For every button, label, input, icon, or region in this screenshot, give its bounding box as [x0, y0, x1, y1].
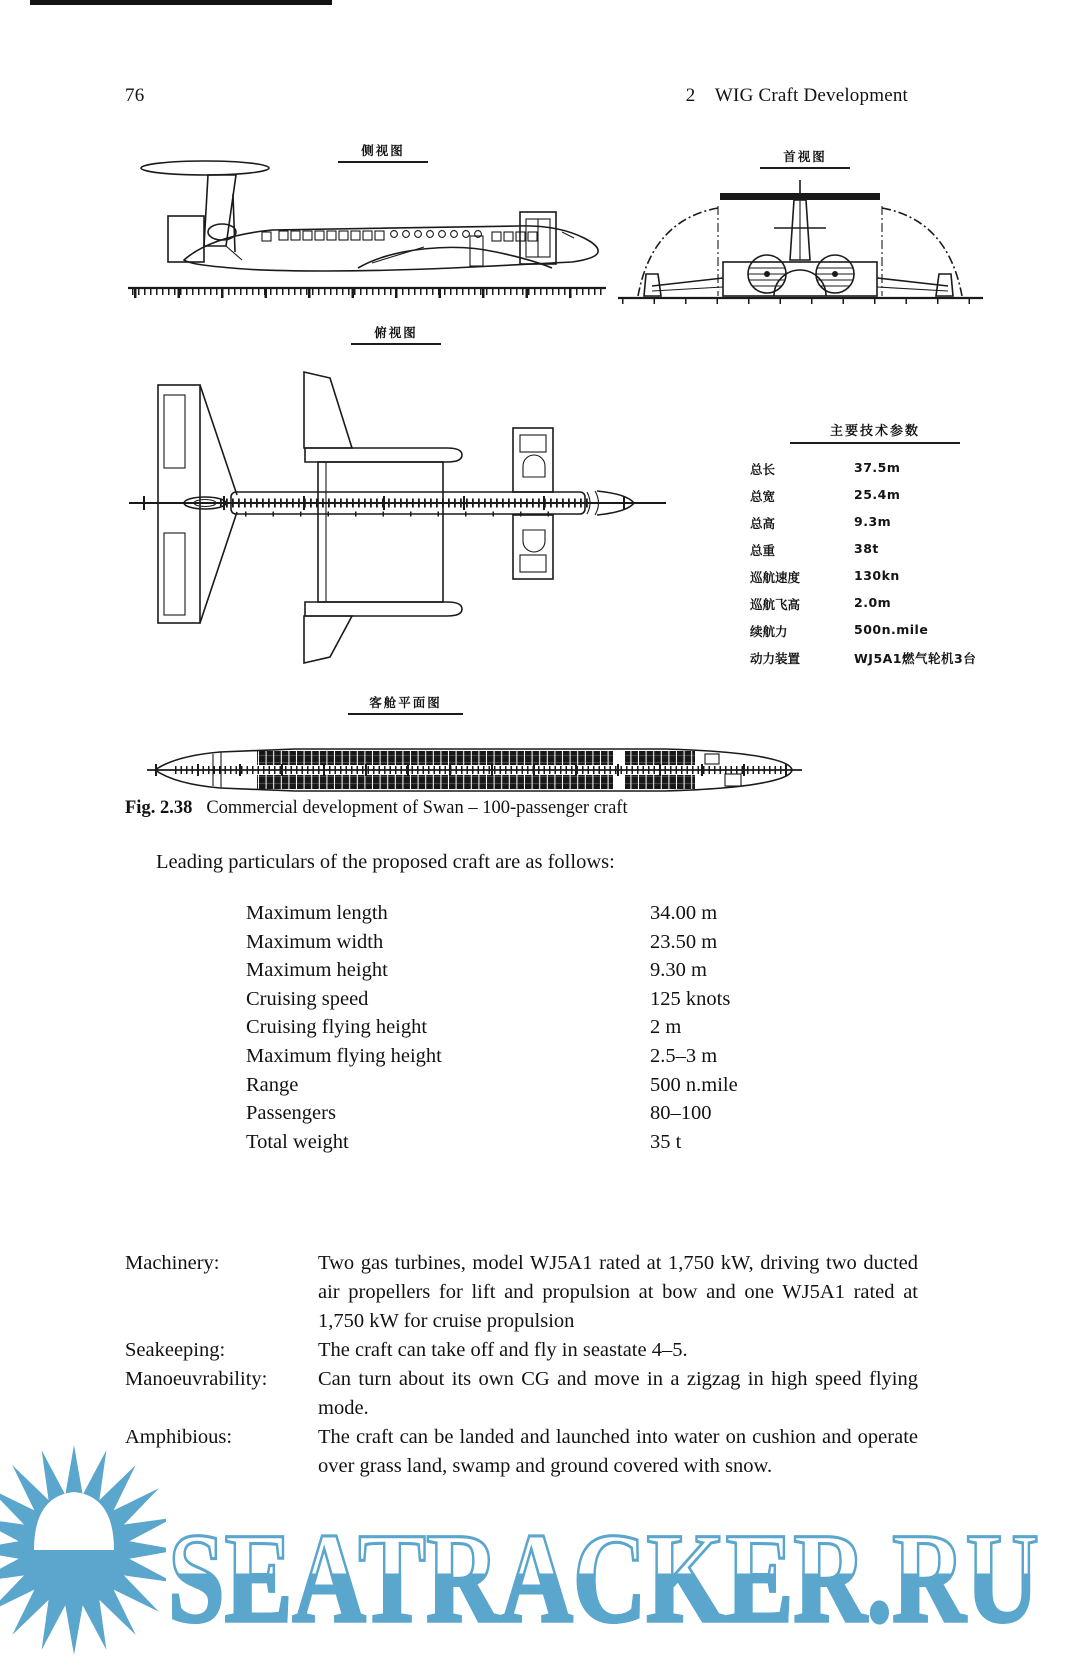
spec-table: [750, 420, 1000, 676]
attribute-label: Manoeuvrability:: [125, 1368, 268, 1390]
spec-row: 总高 9.3m: [750, 514, 892, 531]
particular-row: Range 500 n.mile: [246, 1073, 738, 1096]
particular-row: Cruising flying height 2 m: [246, 1016, 682, 1039]
attribute-amphibious: [125, 1423, 925, 1481]
attribute-seakeeping: [125, 1336, 925, 1365]
spec-row: 总长 37.5m: [750, 460, 901, 477]
attribute-label: Seakeeping:: [125, 1339, 226, 1361]
cabin-plan-drawing: [145, 742, 805, 800]
spec-row: 巡航速度 130kn: [750, 568, 900, 585]
particular-row: Cruising speed 125 knots: [246, 987, 731, 1010]
particular-row: Maximum width 23.50 m: [246, 930, 718, 953]
front-view-label: 首视图: [760, 147, 850, 169]
particulars-list: [246, 902, 866, 1159]
figure-caption-text: Commercial development of Swan – 100-passenger craft: [206, 798, 628, 818]
spec-row: 续航力 500n.mile: [750, 622, 929, 639]
attribute-manoeuvrability: [125, 1365, 925, 1423]
top-view-drawing: [125, 345, 670, 665]
attributes-list: [125, 1249, 925, 1481]
front-view-drawing: [608, 162, 993, 304]
figure-caption-label: Fig. 2.38: [125, 798, 193, 818]
attribute-text: Two gas turbines, model WJ5A1 rated at 1,750 kW, driving two ducted air propellers for lift and propulsion at bow and one WJ5A1 rated at 1,750 kW for cruise propulsion: [318, 1252, 918, 1332]
attribute-text: Can turn about its own CG and move in a zigzag in high speed flying mode.: [318, 1368, 918, 1419]
spec-row: 总宽 25.4m: [750, 487, 901, 504]
particular-row: Maximum height 9.30 m: [246, 959, 707, 982]
scan-artifact-bar: [30, 0, 332, 5]
spec-row: 巡航飞高 2.0m: [750, 595, 892, 612]
attribute-text: The craft can take off and fly in seastate 4–5.: [318, 1339, 688, 1361]
watermark-text: SEATRACKER.RU: [168, 1506, 1039, 1650]
top-view-label: 俯视图: [351, 323, 441, 345]
sunburst-icon: [0, 1432, 166, 1665]
attribute-text: The craft can be landed and launched into water on cushion and operate over grass land, swamp and ground covered with snow.: [318, 1426, 918, 1477]
attribute-machinery: [125, 1249, 925, 1336]
attribute-label: Amphibious:: [125, 1426, 233, 1448]
spec-row: 动力装置 WJ5A1燃气轮机3台: [750, 651, 977, 666]
running-head: 2 WIG Craft Development: [685, 85, 908, 106]
figure-caption: [125, 798, 628, 819]
page-number: 76: [125, 85, 145, 106]
side-view-drawing: [122, 160, 610, 300]
lead-in-paragraph: Leading particulars of the proposed craft are as follows:: [156, 851, 615, 873]
spec-table-title: 主要技术参数: [790, 420, 960, 444]
spec-row: 总重 38t: [750, 541, 879, 558]
particular-row: Maximum flying height 2.5–3 m: [246, 1044, 718, 1067]
particular-row: Passengers 80–100: [246, 1102, 712, 1125]
side-view-label: 侧视图: [338, 141, 428, 163]
particular-row: Total weight 35 t: [246, 1130, 682, 1153]
cabin-plan-label: 客舱平面图: [348, 693, 463, 715]
attribute-label: Machinery:: [125, 1252, 220, 1274]
particular-row: Maximum length 34.00 m: [246, 902, 718, 924]
